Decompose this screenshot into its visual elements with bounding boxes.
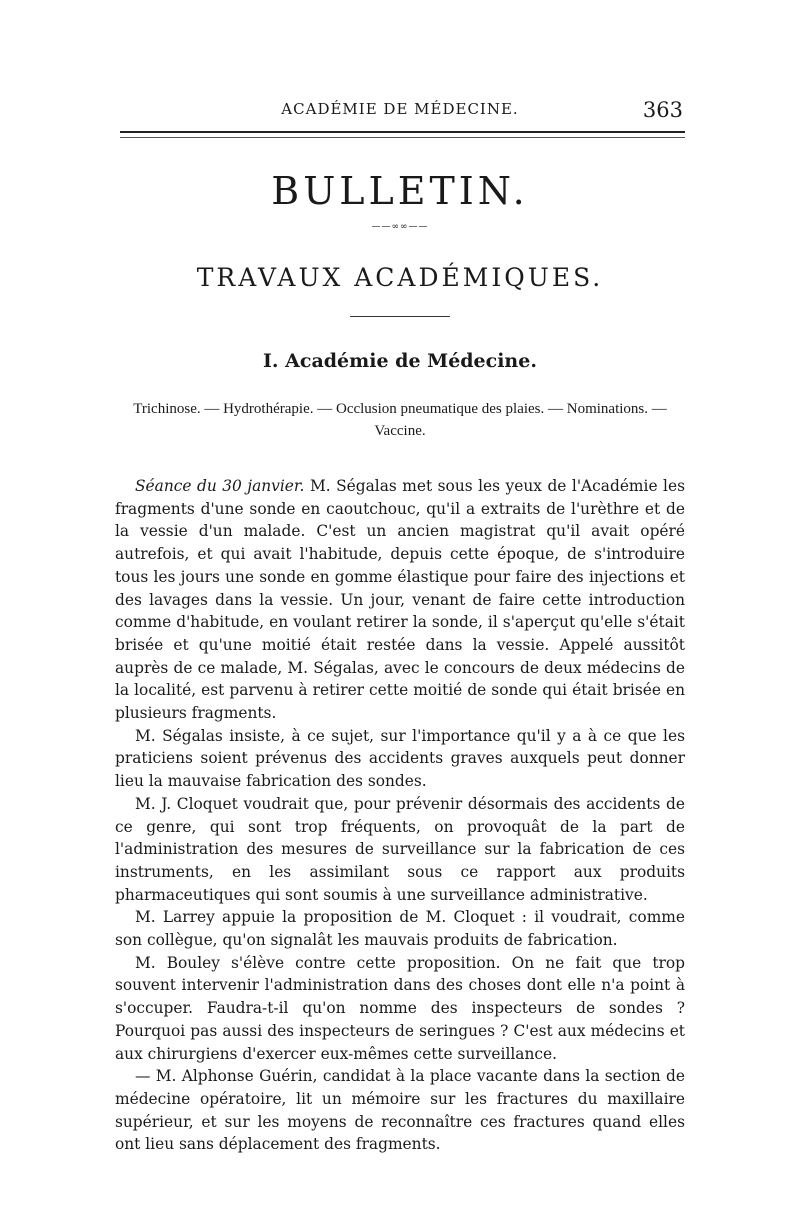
paragraph [115,1065,685,1156]
paragraph-text: M. Bouley s'élève contre cette proposition. On ne fait que trop souvent intervenir l'administration dans des choses dont elle n'a point à s'occuper. Faudra-t-il qu'on nomme des inspecteurs de sondes ? Pourquoi pas aussi des inspecteurs de seringues ? C'est aux médecins et aux chirurgiens d'exercer eux-mêmes cette surveillance. [115,953,685,1063]
session-date: Séance du 30 janvier. [135,477,305,495]
paragraph [115,906,685,951]
ornament-divider: ——∞∞—— [371,222,429,232]
page-number: 363 [642,98,683,122]
paragraph [115,475,685,725]
section-title: TRAVAUX ACADÉMIQUES. [196,263,604,292]
paragraph-text: — M. Alphonse Guérin, candidat à la place vacante dans la section de médecine opératoire, lit un mémoire sur les fractures du maxillaire supérieur, et sur les moyens de reconnaître ces fractures quand elles ont lieu sans déplacement des fragments. [115,1067,685,1154]
paragraph [115,793,685,907]
paragraph-text: M. Ségalas met sous les yeux de l'Académie les fragments d'une sonde en caoutchouc, qu'il a extraits de l'urèthre et de la vessie d'un malade. C'est un ancien magistrat qu'il avait opéré autrefois, et qui avait l'habitude, depuis cette époque, de s'introduire tous les jours une sonde en gomme élastique pour faire des injections et des lavages dans la vessie. Un jour, venant de faire cette introduction comme d'habitude, en voulant retirer la sonde, il s'aperçut qu'elle s'était brisée et qu'une moitié était restée dans la vessie. Appelé aussitôt auprès de ce malade, M. Ségalas, avec le concours de deux médecins de la localité, est parvenu à retirer cette moitié de sonde qui était brisée en plusieurs fragments. [115,477,685,723]
subsection-title: I. Académie de Médecine. [263,350,537,372]
paragraph-text: M. J. Cloquet voudrait que, pour prévenir désormais des accidents de ce genre, qui sont trop fréquents, on provoquât de la part de l'administration des mesures de surveillance sur la fabrication de ces instruments, en les assimilant sous ce rapport aux produits pharmaceutiques qui sont soumis à une surveillance administrative. [115,794,685,904]
bulletin-title: BULLETIN. [271,169,529,213]
paragraph-text: M. Larrey appuie la proposition de M. Cloquet : il voudrait, comme son collègue, qu'on signalât les mauvais produits de fabrication. [115,908,685,950]
header-rule [120,131,685,133]
summary-line: Trichinose. — Hydrothérapie. — Occlusion pneumatique des plaies. — Nominations. — Vaccine. [133,401,667,439]
running-head-title: ACADÉMIE DE MÉDECINE. [281,100,519,118]
paragraph-text: M. Ségalas insiste, à ce sujet, sur l'importance qu'il y a à ce que les praticiens soient prévenus des accidents graves auxquels peut donner lieu la mauvaise fabrication des sondes. [115,726,685,791]
paragraph [115,725,685,793]
body-text [115,475,685,1156]
header-rule-thin [120,137,685,138]
section-rule [350,316,450,317]
running-head [115,98,685,122]
paragraph [115,952,685,1066]
